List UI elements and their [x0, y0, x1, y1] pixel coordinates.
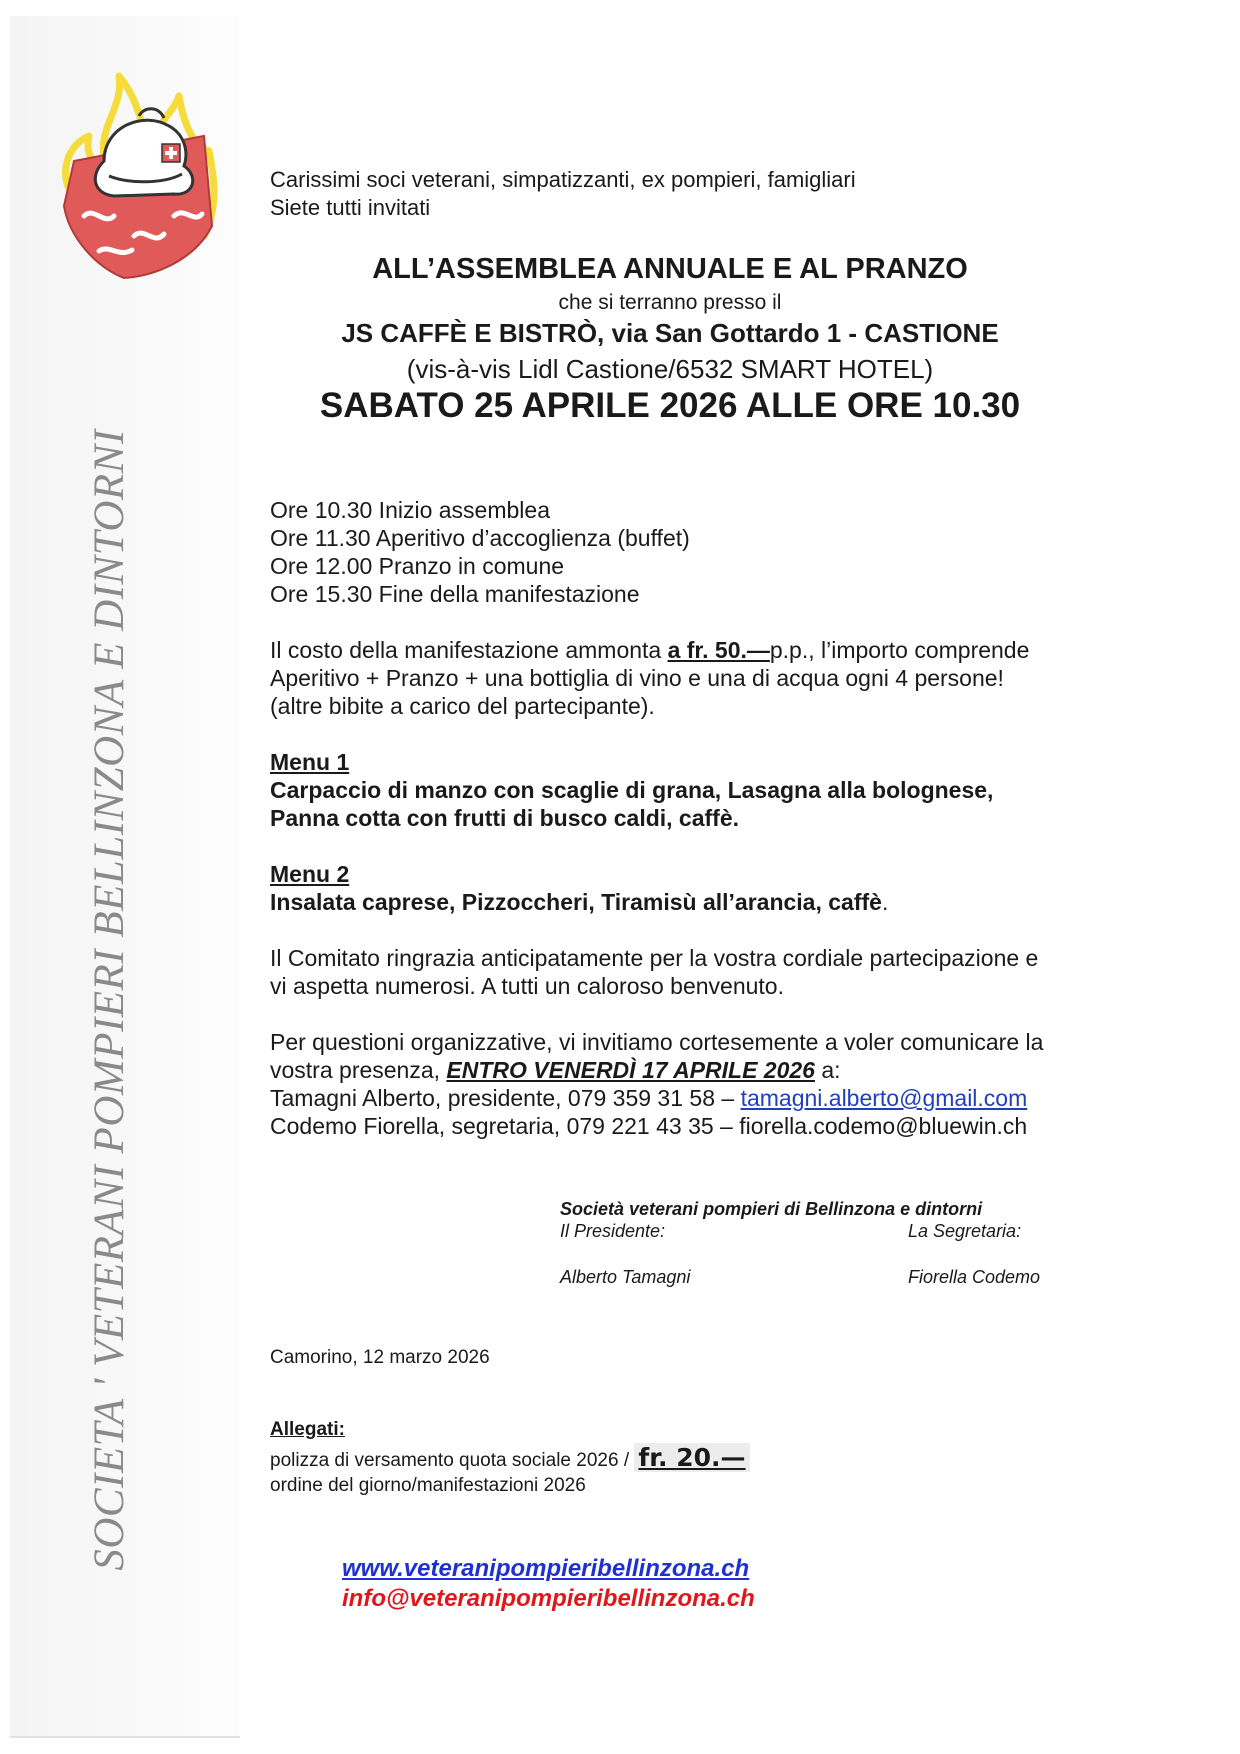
secretary-role: La Segretaria:	[908, 1221, 1022, 1241]
place-date: Camorino, 12 marzo 2026	[270, 1347, 490, 1368]
contact-line-2-suffix: a:	[814, 1057, 841, 1083]
president-contact	[270, 1084, 1027, 1112]
menu-2-dishes: Insalata caprese, Pizzoccheri, Tiramisù all’arancia, caffè	[270, 889, 882, 915]
cost-prefix: Il costo della manifestazione ammonta	[270, 637, 668, 663]
president-contact-text: Tamagni Alberto, presidente, 079 359 31 58 –	[270, 1085, 741, 1111]
event-date: SABATO 25 APRILE 2026 ALLE ORE 10.30	[319, 386, 1021, 425]
thanks-line-2: vi aspetta numerosi. A tutti un caloroso benvenuto.	[270, 973, 784, 999]
menu-1-line-2: Panna cotta con frutti di busco caldi, caffè.	[270, 805, 740, 831]
membership-fee: fr. 20.—	[634, 1443, 749, 1472]
president-email-link[interactable]: tamagni.alberto@gmail.com	[740, 1085, 1028, 1111]
menu-1-title: Menu 1	[270, 749, 350, 775]
signature-organization: Società veterani pompieri di Bellinzona e dintorni	[560, 1199, 983, 1219]
secretary-name: Fiorella Codemo	[908, 1267, 1041, 1287]
secretary-contact: Codemo Fiorella, segretaria, 079 221 43 35 – fiorella.codemo@bluewin.ch	[270, 1113, 1028, 1139]
schedule-item: Ore 10.30 Inizio assemblea	[270, 497, 550, 523]
headline-title: ALL’ASSEMBLEA ANNUALE E AL PRANZO	[372, 253, 968, 285]
schedule-item: Ore 15.30 Fine della manifestazione	[270, 581, 640, 607]
fire-brigade-logo-icon	[44, 66, 236, 282]
organization-vertical-title: SOCIETA ' VETERANI POMPIERI BELLINZONA E DINTORNI	[86, 429, 133, 1571]
cost-suffix: p.p., l’importo comprende	[769, 637, 1030, 663]
cost-line-1	[270, 636, 1029, 664]
sidebar-divider	[10, 1736, 240, 1738]
menu-2-dot: .	[881, 889, 889, 915]
email-link[interactable]: info@veteranipompieribellinzona.ch	[342, 1585, 755, 1612]
attachments-line-2: ordine del giorno/manifestazioni 2026	[270, 1475, 586, 1496]
contact-line-2-prefix: vostra presenza,	[270, 1057, 447, 1083]
deadline: ENTRO VENERDÌ 17 APRILE 2026	[446, 1057, 815, 1083]
organization-vertical-title-wrap	[70, 310, 150, 1690]
website-link[interactable]: www.veteranipompieribellinzona.ch	[342, 1555, 750, 1582]
venue-note: (vis-à-vis Lidl Castione/6532 SMART HOTEL)	[406, 354, 934, 384]
attachments-title: Allegati:	[270, 1419, 345, 1440]
attachments-line-1	[270, 1443, 750, 1473]
attachments-line-1-text: polizza di versamento quota sociale 2026 /	[270, 1450, 635, 1471]
intro-line-1: Carissimi soci veterani, simpatizzanti, ex pompieri, famigliari	[270, 167, 856, 192]
headline-subtitle: che si terranno presso il	[558, 291, 782, 314]
president-name: Alberto Tamagni	[560, 1267, 691, 1287]
menu-2-line-1	[270, 888, 888, 916]
schedule-item: Ore 11.30 Aperitivo d’accoglienza (buffet)	[270, 525, 690, 551]
contact-line-2	[270, 1056, 841, 1084]
cost-line-2: Aperitivo + Pranzo + una bottiglia di vino e una di acqua ogni 4 persone!	[270, 665, 1004, 691]
contact-line-1: Per questioni organizzative, vi invitiamo cortesemente a voler comunicare la	[270, 1029, 1044, 1055]
menu-1-line-1: Carpaccio di manzo con scaglie di grana, Lasagna alla bolognese,	[270, 777, 994, 803]
president-role: Il Presidente:	[560, 1221, 666, 1241]
menu-2-title: Menu 2	[270, 861, 350, 887]
thanks-line-1: Il Comitato ringrazia anticipatamente per la vostra cordiale partecipazione e	[270, 945, 1039, 971]
cost-line-3: (altre bibite a carico del partecipante).	[270, 693, 655, 719]
schedule-item: Ore 12.00 Pranzo in comune	[270, 553, 565, 579]
venue-name: JS CAFFÈ E BISTRÒ, via San Gottardo 1 - CASTIONE	[341, 318, 999, 348]
cost-price: a fr. 50.—	[667, 637, 770, 663]
intro-line-2: Siete tutti invitati	[270, 195, 431, 220]
